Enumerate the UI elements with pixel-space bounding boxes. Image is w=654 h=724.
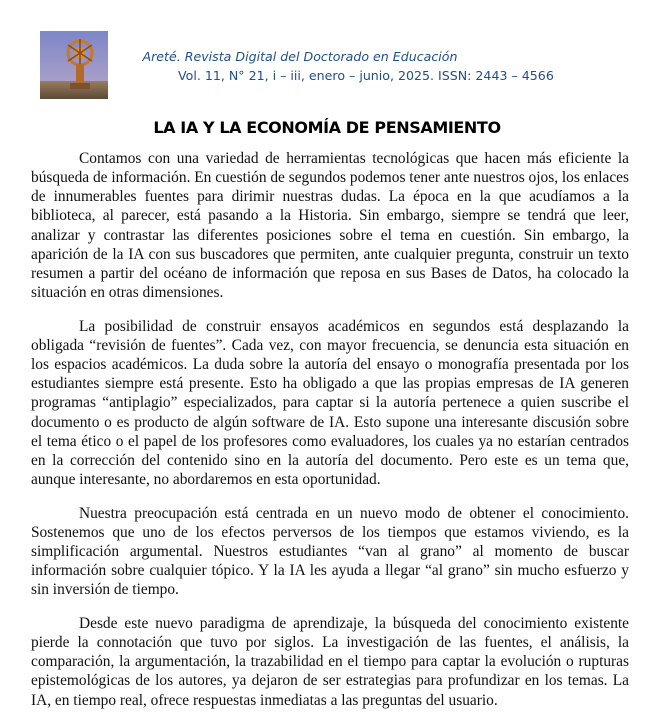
paragraph-4: Desde este nuevo paradigma de aprendizaje, la búsqueda del conocimiento existente pierde la connotación que tuvo por siglos. La investigación de las fuentes, el análisis, la comparación, la argumentación, la trazabilidad en el tiempo para captar la evolución o rupturas epistemológicas de los autores, ya dejaron de ser estrategias para profundizar en los temas. La IA, en tiempo real, ofrece respuestas inmediatas a las preguntas del usuario. bbox=[31, 614, 629, 709]
article-body bbox=[31, 149, 629, 724]
paragraph-1: Contamos con una variedad de herramientas tecnológicas que hacen más eficiente la búsqueda de información. En cuestión de segundos podemos tener ante nuestros ojos, los enlaces de innumerables fuentes para dirimir nuestras dudas. La época en la que acudíamos a la biblioteca, al parecer, está pasando a la Historia. Sin embargo, siempre se tendrá que leer, analizar y contrastar las diferentes posiciones sobre el tema en cuestión. Sin embargo, la aparición de la IA con sus buscadores que permiten, ante cualquier pregunta, construir un texto resumen a partir del océano de información que reposa en sus Bases de Datos, ha colocado la situación en otras dimensiones. bbox=[31, 150, 629, 302]
journal-issue-line: Vol. 11, N° 21, i – iii, enero – junio, 2025. ISSN: 2443 – 4566 bbox=[178, 68, 554, 83]
journal-logo bbox=[40, 31, 108, 99]
article-title: LA IA Y LA ECONOMÍA DE PENSAMIENTO bbox=[153, 118, 501, 137]
paragraph-2: La posibilidad de construir ensayos académicos en segundos está desplazando la obligada “revisión de fuentes”. Cada vez, con mayor frecuencia, se denuncia esta situación en los espacios académicos. La duda sobre la autoría del ensayo o monografía presentada por los estudiantes siempre está presente. Esto ha obligado a que las propias empresas de IA generen programas “antiplagio” especializados, para captar si la autoría pertenece a quien suscribe el documento o es producto de algún software de IA. Esto supone una interesante discusión sobre el tema ético o el papel de los profesores como evaluadores, los cuales ya no estarían centrados en la corrección del contenido sino en la autoría del documento. Pero este es un tema que, aunque interesante, no abordaremos en esta oportunidad. bbox=[31, 317, 629, 488]
journal-name: Areté. Revista Digital del Doctorado en Educación bbox=[142, 49, 458, 64]
paragraph-3: Nuestra preocupación está centrada en un nuevo modo de obtener el conocimiento. Sostenemos que uno de los efectos perversos de los tiempos que estamos viviendo, es la simplificación argumental. Nuestros estudiantes “van al grano” al momento de buscar información sobre cualquier tópico. Y la IA les ayuda a llegar “al grano” sin mucho esfuerzo y sin inversión de tiempo. bbox=[31, 504, 629, 599]
sculpture-logo-icon bbox=[40, 31, 108, 99]
